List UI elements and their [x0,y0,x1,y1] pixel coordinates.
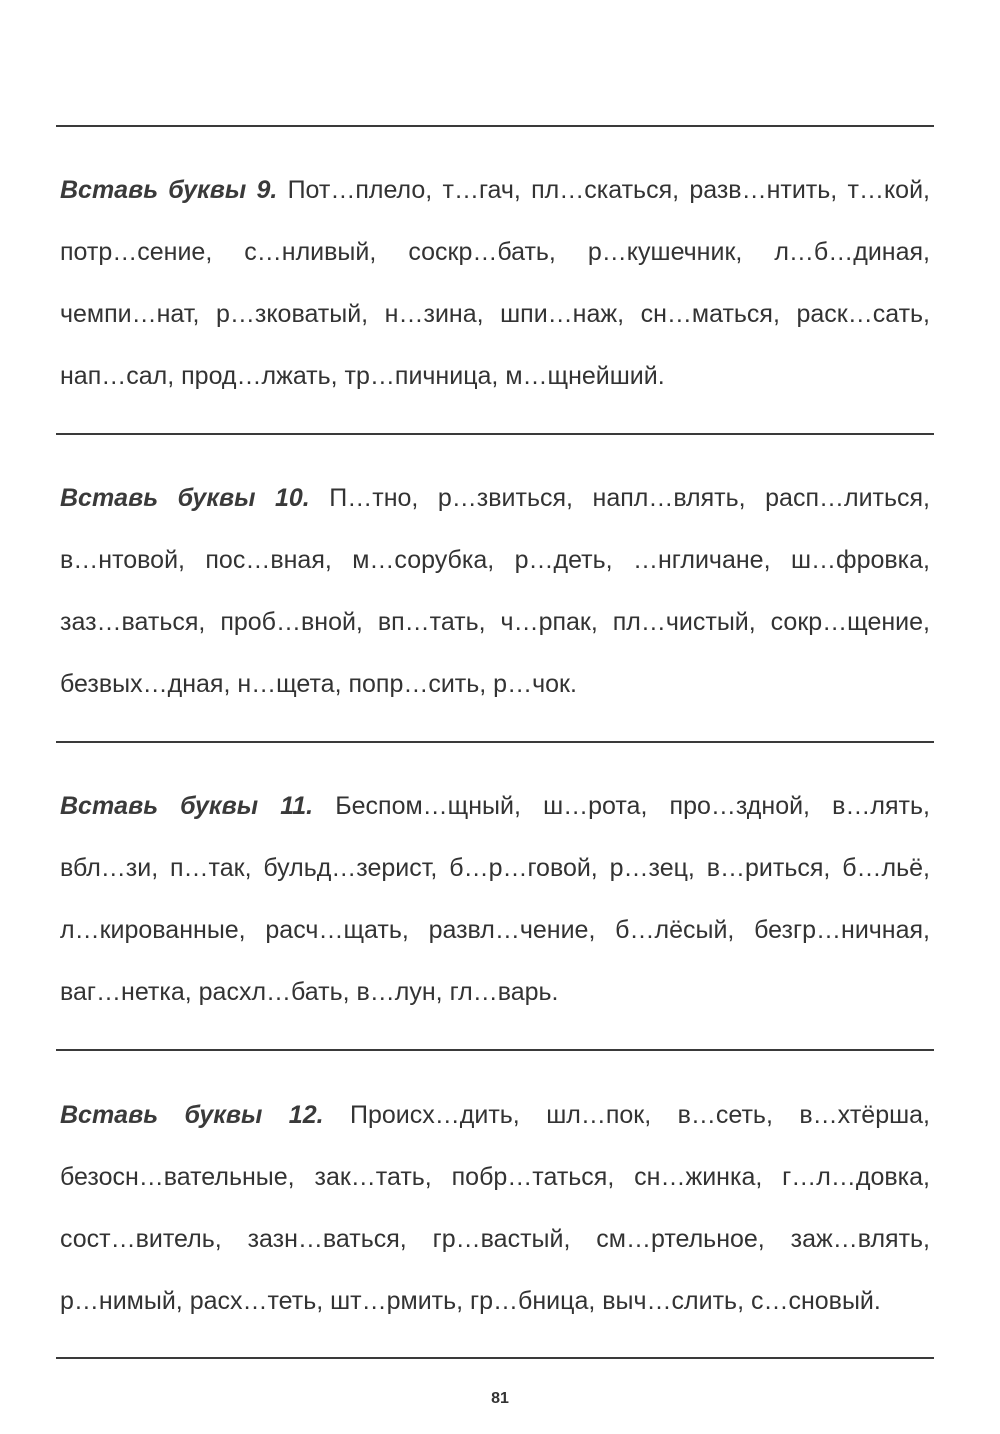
divider [56,1049,934,1051]
exercise-line [60,483,930,545]
exercise-line: чемпи…нат, р…зковатый, н…зина, шпи…наж, сн…маться, раск…сать, [60,300,930,328]
exercise-line: л…кированные, расч…щать, развл…чение, б…лёсый, безгр…ничная, [60,916,930,944]
exercise-label: Вставь буквы 12. [60,1101,324,1129]
exercise-line: безосн…вательные, зак…тать, побр…таться, сн…жинка, г…л…довка, [60,1163,930,1191]
exercise-line: заз…ваться, проб…вной, вп…тать, ч…рпак, пл…чистый, сокр…щение, [60,608,930,636]
exercise-line: потр…сение, с…нливый, соскр…бать, р…кушечник, л…б…диная, [60,238,930,266]
divider-bottom [56,1357,934,1359]
exercise-label: Вставь буквы 10. [60,484,310,512]
exercise-line: вбл…зи, п…так, бульд…зерист, б…р…говой, р…зец, в…риться, б…льё, [60,854,930,882]
exercise-12 [60,1100,930,1348]
exercise-line: нап…сал, прод…лжать, тр…пичница, м…щнейший. [60,362,665,390]
exercise-10 [60,483,930,731]
exercise-line: р…нимый, расх…теть, шт…рмить, гр…бница, выч…слить, с…сновый. [60,1287,881,1315]
exercise-line [60,175,930,237]
page-number: 81 [491,1390,509,1407]
exercise-text: П…тно, р…звиться, напл…влять, расп…литься, [329,484,930,512]
exercise-text: Беспом…щный, ш…рота, про…здной, в…лять, [335,792,930,820]
exercise-line: сост…витель, зазн…ваться, гр…вастый, см…ртельное, заж…влять, [60,1225,930,1253]
exercise-line: безвых…дная, н…щета, попр…сить, р…чок. [60,670,577,698]
exercise-line [60,1100,930,1162]
exercise-text: Пот…плело, т…гач, пл…скаться, разв…нтить, т…кой, [287,176,930,204]
divider [56,741,934,743]
exercise-line: ваг…нетка, расхл…бать, в…лун, гл…варь. [60,978,559,1006]
exercise-9 [60,175,930,423]
exercise-11 [60,791,930,1039]
divider [56,433,934,435]
exercise-line: в…нтовой, пос…вная, м…сорубка, р…деть, …нгличане, ш…фровка, [60,546,930,574]
exercise-label: Вставь буквы 11. [60,792,314,820]
exercise-line [60,791,930,853]
exercise-text: Происх…дить, шл…пок, в…сеть, в…хтёрша, [350,1101,930,1129]
divider-top [56,125,934,127]
exercise-label: Вставь буквы 9. [60,176,278,204]
